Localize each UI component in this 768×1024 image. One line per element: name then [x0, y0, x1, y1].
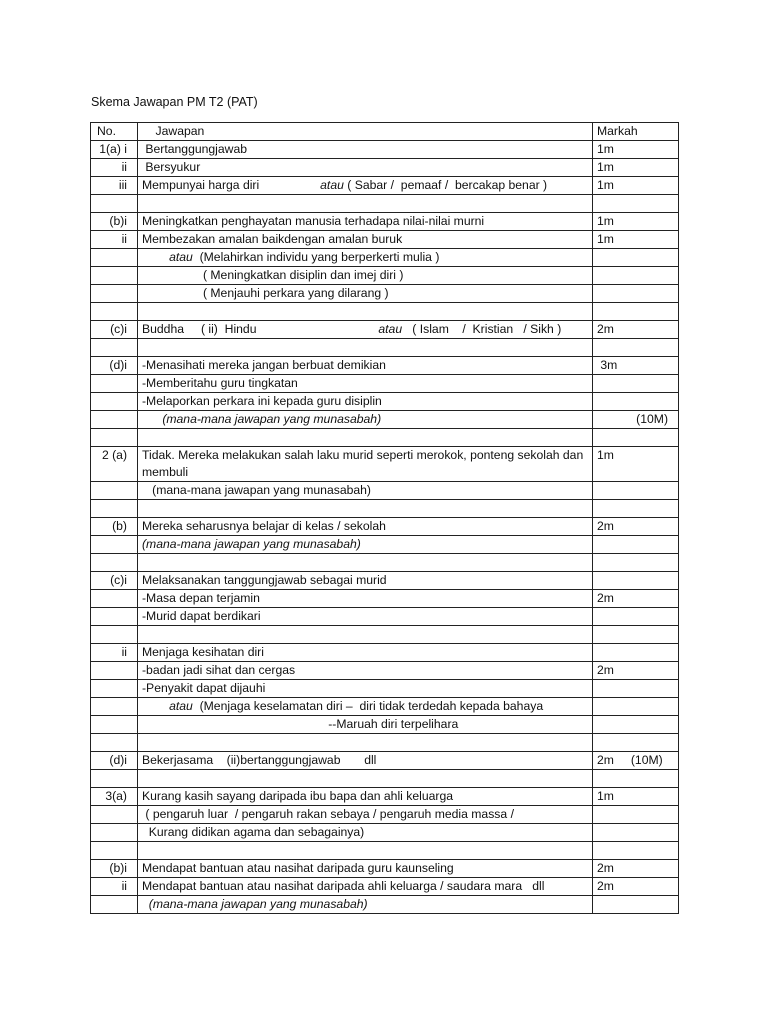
table-row	[91, 554, 679, 572]
row-answer	[138, 788, 593, 806]
table-row	[91, 770, 679, 788]
row-number	[91, 842, 138, 860]
row-number: (d)i	[91, 752, 138, 770]
row-markah	[593, 770, 679, 788]
row-number	[91, 429, 138, 447]
row-number	[91, 195, 138, 213]
table-row	[91, 303, 679, 321]
answer-text: -Murid dapat berdikari	[142, 609, 261, 623]
row-number: (c)i	[91, 321, 138, 339]
row-answer	[138, 680, 593, 698]
row-answer	[138, 860, 593, 878]
row-answer	[138, 626, 593, 644]
answer-text: --Maruah diri terpelihara	[142, 717, 459, 731]
row-markah: 1m	[593, 213, 679, 231]
row-answer	[138, 662, 593, 680]
row-markah	[593, 572, 679, 590]
answer-text: Bertanggungjawab	[142, 142, 248, 156]
table-row	[91, 321, 679, 339]
row-number: ii	[91, 231, 138, 249]
table-row	[91, 518, 679, 536]
answer-text: Menjaga kesihatan diri	[142, 645, 264, 659]
row-markah	[593, 482, 679, 500]
row-number	[91, 716, 138, 734]
row-number	[91, 249, 138, 267]
row-markah	[593, 536, 679, 554]
row-number	[91, 482, 138, 500]
table-row	[91, 339, 679, 357]
row-markah	[593, 608, 679, 626]
table-row	[91, 482, 679, 500]
answer-text: atau	[320, 178, 344, 192]
table-row	[91, 375, 679, 393]
table-row	[91, 195, 679, 213]
table-row	[91, 572, 679, 590]
row-number: (b)i	[91, 213, 138, 231]
table-row	[91, 285, 679, 303]
row-number: ii	[91, 644, 138, 662]
answer-text: (mana-mana jawapan yang munasabah)	[142, 897, 368, 911]
row-markah	[593, 644, 679, 662]
row-number	[91, 770, 138, 788]
answer-text: atau	[378, 322, 403, 336]
answer-text: Mempunyai harga diri	[142, 178, 321, 192]
table-row	[91, 644, 679, 662]
row-markah	[593, 303, 679, 321]
row-markah	[593, 698, 679, 716]
table-header-row	[91, 123, 679, 141]
answer-text	[142, 699, 169, 713]
row-answer	[138, 267, 593, 285]
answer-text: (Melahirkan individu yang berperkerti mulia )	[192, 250, 440, 264]
document-title: Skema Jawapan PM T2 (PAT)	[91, 95, 258, 109]
row-answer	[138, 393, 593, 411]
row-number: 3(a)	[91, 788, 138, 806]
row-markah	[593, 896, 679, 914]
header-markah: Markah	[593, 123, 679, 141]
row-answer	[138, 285, 593, 303]
answer-text: (mana-mana jawapan yang munasabah)	[142, 412, 382, 426]
row-answer	[138, 518, 593, 536]
table-row	[91, 716, 679, 734]
row-number	[91, 393, 138, 411]
table-row	[91, 608, 679, 626]
answer-text: Meningkatkan penghayatan manusia terhadapa nilai-nilai murni	[142, 214, 485, 228]
table-row	[91, 141, 679, 159]
answer-text: Buddha ( ii) Hindu	[142, 322, 379, 336]
table-row	[91, 626, 679, 644]
answer-text: ( Sabar / pemaaf / bercakap benar )	[343, 178, 548, 192]
answer-text: -Penyakit dapat dijauhi	[142, 681, 266, 695]
row-answer	[138, 608, 593, 626]
row-answer	[138, 357, 593, 375]
table-row	[91, 752, 679, 770]
row-answer	[138, 303, 593, 321]
row-markah	[593, 734, 679, 752]
row-answer	[138, 249, 593, 267]
row-markah	[593, 806, 679, 824]
row-answer	[138, 231, 593, 249]
row-answer	[138, 896, 593, 914]
row-markah: 2m	[593, 662, 679, 680]
row-answer	[138, 824, 593, 842]
row-answer	[138, 375, 593, 393]
answer-text: Melaksanakan tanggungjawab sebagai murid	[142, 573, 387, 587]
table-row	[91, 411, 679, 429]
answer-scheme-table	[90, 122, 679, 914]
row-markah	[593, 339, 679, 357]
table-row	[91, 267, 679, 285]
row-markah	[593, 249, 679, 267]
table-row	[91, 788, 679, 806]
row-markah	[593, 500, 679, 518]
row-number: ii	[91, 159, 138, 177]
answer-text: ( Meningkatkan disiplin dan imej diri )	[142, 268, 404, 282]
table-row	[91, 500, 679, 518]
table-row	[91, 213, 679, 231]
row-answer	[138, 429, 593, 447]
row-answer	[138, 752, 593, 770]
row-answer	[138, 536, 593, 554]
table-row	[91, 536, 679, 554]
row-answer	[138, 159, 593, 177]
row-number	[91, 554, 138, 572]
row-markah: 2m	[593, 860, 679, 878]
answer-text: -Menasihati mereka jangan berbuat demikian	[142, 358, 386, 372]
row-answer	[138, 590, 593, 608]
answer-text: Membezakan amalan baikdengan amalan buruk	[142, 232, 403, 246]
answer-text: Mendapat bantuan atau nasihat daripada ahli keluarga / saudara mara dll	[142, 879, 545, 893]
row-answer	[138, 842, 593, 860]
row-answer	[138, 716, 593, 734]
row-answer	[138, 500, 593, 518]
row-number: (d)i	[91, 357, 138, 375]
row-number: (b)	[91, 518, 138, 536]
row-markah	[593, 842, 679, 860]
row-answer	[138, 734, 593, 752]
answer-text: ( pengaruh luar / pengaruh rakan sebaya / pengaruh media massa /	[142, 807, 514, 821]
answer-text: (Menjaga keselamatan diri – diri tidak terdedah kepada bahaya	[192, 699, 544, 713]
header-jawapan: Jawapan	[138, 123, 593, 141]
row-markah	[593, 285, 679, 303]
row-markah	[593, 626, 679, 644]
row-number: (b)i	[91, 860, 138, 878]
answer-text: Mereka seharusnya belajar di kelas / sekolah	[142, 519, 386, 533]
answer-text: -Melaporkan perkara ini kepada guru disiplin	[142, 394, 382, 408]
row-answer	[138, 878, 593, 896]
table-row	[91, 806, 679, 824]
row-answer	[138, 698, 593, 716]
row-number	[91, 608, 138, 626]
answer-text: Kurang didikan agama dan sebagainya)	[142, 825, 365, 839]
row-number	[91, 698, 138, 716]
answer-text: Tidak. Mereka melakukan salah laku murid seperti merokok, ponteng sekolah dan membuli	[142, 448, 584, 479]
row-markah	[593, 195, 679, 213]
row-number	[91, 536, 138, 554]
row-number	[91, 896, 138, 914]
table-row	[91, 860, 679, 878]
row-number	[91, 303, 138, 321]
table-row	[91, 824, 679, 842]
row-number	[91, 806, 138, 824]
answer-text: (mana-mana jawapan yang munasabah)	[142, 537, 361, 551]
row-markah: 1m	[593, 177, 679, 195]
row-number	[91, 824, 138, 842]
row-markah: 1m	[593, 141, 679, 159]
row-markah	[593, 554, 679, 572]
table-row	[91, 698, 679, 716]
row-number	[91, 267, 138, 285]
row-number	[91, 500, 138, 518]
row-markah: 1m	[593, 447, 679, 482]
answer-text	[142, 250, 169, 264]
row-markah	[593, 393, 679, 411]
row-markah	[593, 716, 679, 734]
header-no: No.	[91, 123, 138, 141]
row-number	[91, 411, 138, 429]
row-markah: 1m	[593, 159, 679, 177]
row-answer	[138, 321, 593, 339]
row-number	[91, 662, 138, 680]
row-markah: 2m (10M)	[593, 752, 679, 770]
row-answer	[138, 141, 593, 159]
table-row	[91, 357, 679, 375]
table-body	[91, 141, 679, 914]
table-row	[91, 896, 679, 914]
row-markah: 2m	[593, 321, 679, 339]
row-number	[91, 590, 138, 608]
table-row	[91, 159, 679, 177]
row-markah	[593, 680, 679, 698]
table-row	[91, 734, 679, 752]
answer-text: ( Islam / Kristian / Sikh )	[402, 322, 562, 336]
table-row	[91, 429, 679, 447]
answer-text: Bersyukur	[142, 160, 201, 174]
row-number: (c)i	[91, 572, 138, 590]
row-number	[91, 285, 138, 303]
row-answer	[138, 411, 593, 429]
row-answer	[138, 554, 593, 572]
table-row	[91, 842, 679, 860]
answer-text: Kurang kasih sayang daripada ibu bapa dan ahli keluarga	[142, 789, 454, 803]
row-number	[91, 339, 138, 357]
row-answer	[138, 213, 593, 231]
row-markah	[593, 375, 679, 393]
row-answer	[138, 572, 593, 590]
answer-text: -Masa depan terjamin	[142, 591, 260, 605]
table-row	[91, 249, 679, 267]
table-row	[91, 447, 679, 482]
row-markah: 1m	[593, 231, 679, 249]
row-number	[91, 734, 138, 752]
answer-text: Bekerjasama (ii)bertanggungjawab dll	[142, 753, 377, 767]
row-markah: 3m	[593, 357, 679, 375]
row-number: ii	[91, 878, 138, 896]
row-number	[91, 680, 138, 698]
row-number	[91, 375, 138, 393]
answer-text: -badan jadi sihat dan cergas	[142, 663, 296, 677]
table-row	[91, 590, 679, 608]
row-number: 2 (a)	[91, 447, 138, 482]
row-markah: 2m	[593, 878, 679, 896]
row-answer	[138, 339, 593, 357]
table-row	[91, 662, 679, 680]
row-answer	[138, 447, 593, 482]
table-row	[91, 393, 679, 411]
row-answer	[138, 806, 593, 824]
answer-text: (mana-mana jawapan yang munasabah)	[142, 483, 371, 497]
row-markah	[593, 824, 679, 842]
row-answer	[138, 177, 593, 195]
row-markah	[593, 429, 679, 447]
row-markah: 2m	[593, 518, 679, 536]
answer-text: Mendapat bantuan atau nasihat daripada guru kaunseling	[142, 861, 454, 875]
row-number	[91, 626, 138, 644]
row-markah: 2m	[593, 590, 679, 608]
answer-text: atau	[169, 250, 193, 264]
row-markah: (10M)	[593, 411, 679, 429]
answer-text: ( Menjauhi perkara yang dilarang )	[142, 286, 389, 300]
table-row	[91, 177, 679, 195]
table-row	[91, 878, 679, 896]
row-number: iii	[91, 177, 138, 195]
row-answer	[138, 770, 593, 788]
answer-text: -Memberitahu guru tingkatan	[142, 376, 298, 390]
row-answer	[138, 482, 593, 500]
table-row	[91, 680, 679, 698]
row-number: 1(a) i	[91, 141, 138, 159]
row-markah: 1m	[593, 788, 679, 806]
row-answer	[138, 644, 593, 662]
row-markah	[593, 267, 679, 285]
answer-text: atau	[169, 699, 193, 713]
row-answer	[138, 195, 593, 213]
table-row	[91, 231, 679, 249]
